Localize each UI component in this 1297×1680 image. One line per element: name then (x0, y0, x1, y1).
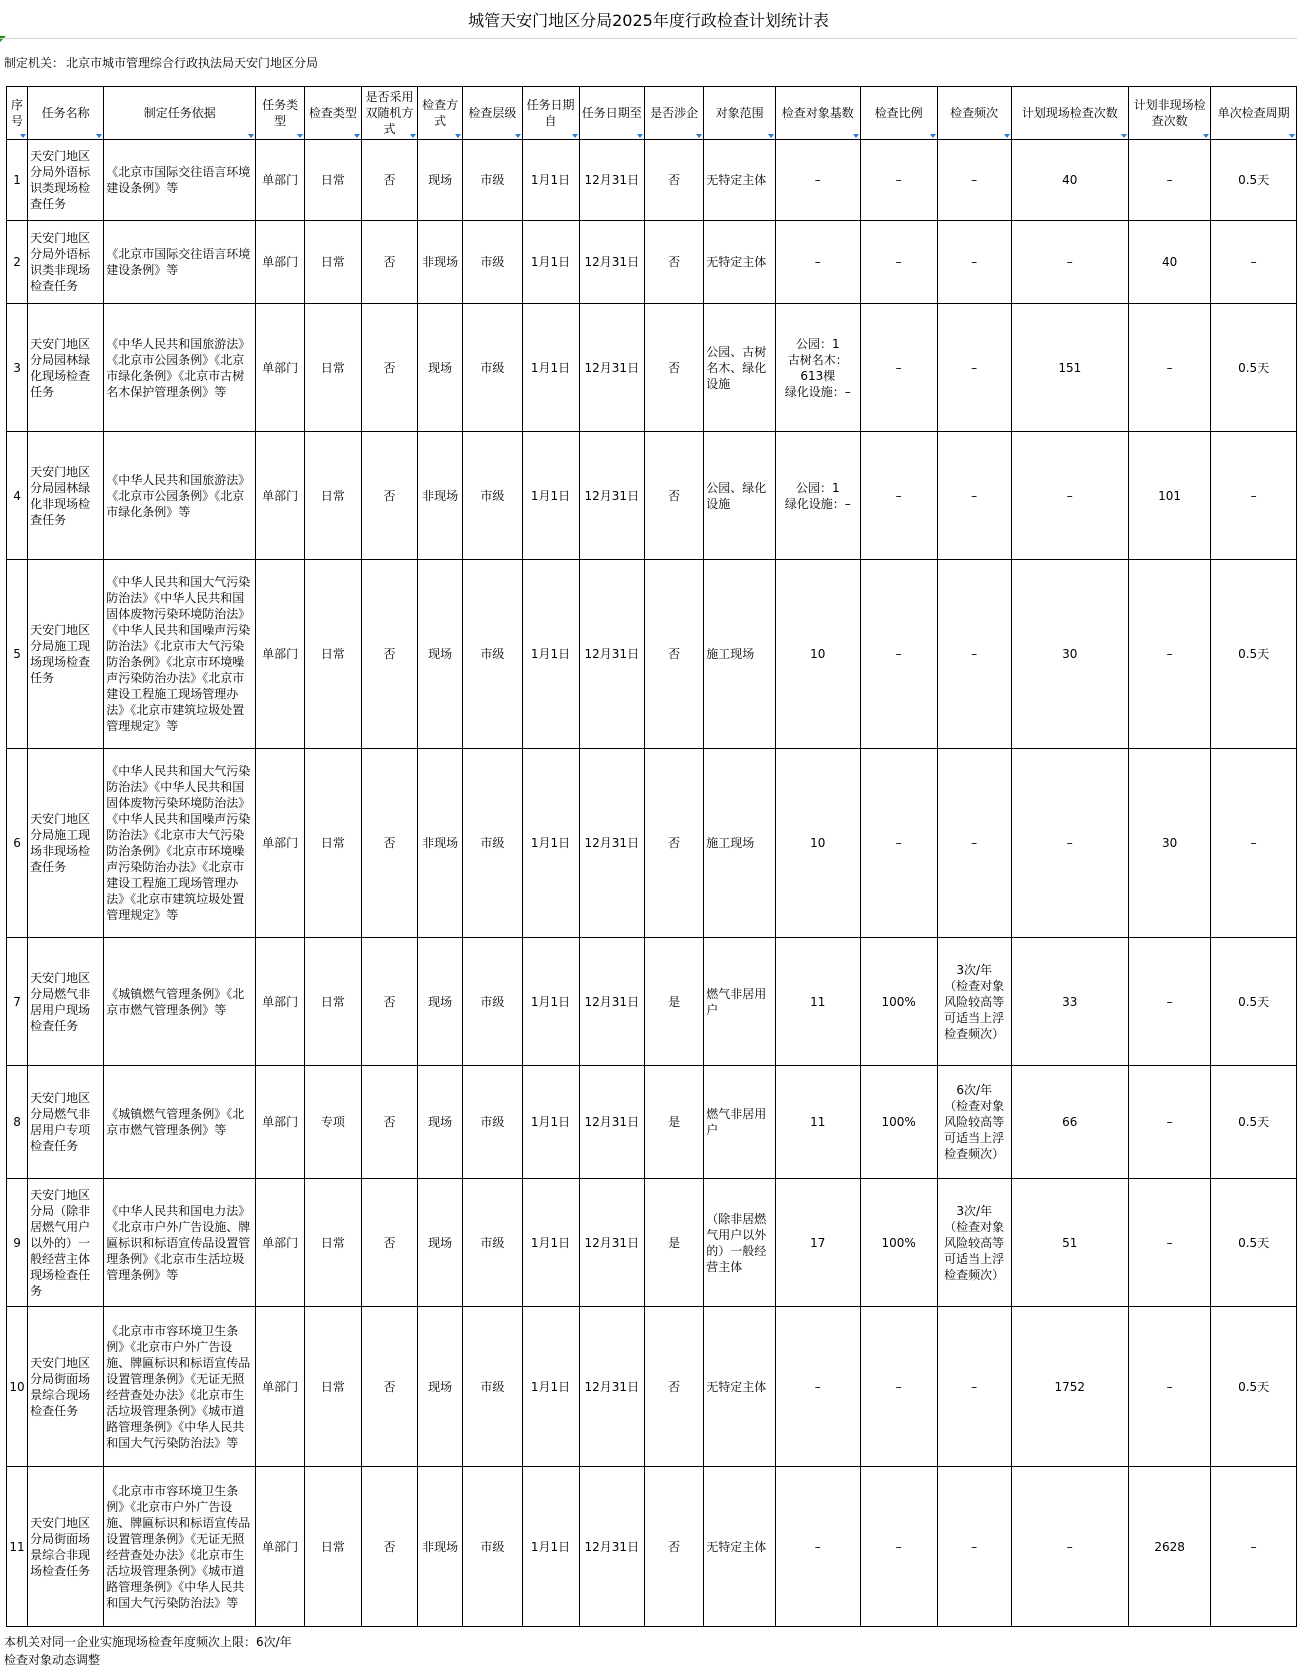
task-name-cell[interactable]: 天安门地区分局园林绿化现场检查任务 (28, 304, 104, 432)
onsite-count-cell[interactable]: – (1011, 432, 1128, 560)
filter-dropdown-icon[interactable] (572, 134, 578, 138)
task-type-cell[interactable]: 单部门 (256, 1307, 305, 1467)
onsite-count-cell[interactable]: – (1011, 749, 1128, 938)
filter-dropdown-icon[interactable] (637, 134, 643, 138)
task-basis-cell[interactable]: 《中华人民共和国旅游法》《北京市公园条例》《北京市绿化条例》等 (104, 432, 256, 560)
check-frequency-cell[interactable]: – (937, 432, 1011, 560)
filter-dropdown-icon[interactable] (768, 134, 774, 138)
check-ratio-cell[interactable]: – (860, 1467, 937, 1627)
object-base-cell[interactable]: 17 (776, 1179, 861, 1307)
involves-enterprise-cell[interactable]: 否 (645, 304, 704, 432)
date-to-cell[interactable]: 12月31日 (579, 1307, 645, 1467)
object-scope-cell[interactable]: 燃气非居用户 (704, 1066, 776, 1179)
double-random-cell[interactable]: 否 (361, 1307, 417, 1467)
check-method-cell[interactable]: 非现场 (417, 749, 462, 938)
object-base-cell[interactable]: 公园：1 古树名木：613棵 绿化设施：– (776, 304, 861, 432)
task-type-cell[interactable]: 单部门 (256, 304, 305, 432)
issuer-value: 北京市城市管理综合行政执法局天安门地区分局 (66, 55, 319, 70)
cycle-cell[interactable]: 0.5天 (1211, 1066, 1297, 1179)
date-from-cell[interactable]: 1月1日 (522, 1467, 579, 1627)
check-method-cell[interactable]: 现场 (417, 1307, 462, 1467)
check-ratio-cell[interactable]: – (860, 140, 937, 221)
task-name-cell[interactable]: 天安门地区分局燃气非居用户现场检查任务 (28, 938, 104, 1066)
offsite-count-cell[interactable]: – (1128, 1179, 1210, 1307)
offsite-count-cell[interactable]: – (1128, 1307, 1210, 1467)
check-frequency-cell[interactable]: 3次/年 （检查对象风险较高等可适当上浮检查频次） (937, 938, 1011, 1066)
double-random-cell[interactable]: 否 (361, 749, 417, 938)
table-body (7, 140, 1297, 1627)
cycle-cell[interactable]: 0.5天 (1211, 560, 1297, 749)
task-name-cell[interactable]: 天安门地区分局街面场景综合非现场检查任务 (28, 1467, 104, 1627)
date-from-cell[interactable]: 1月1日 (522, 432, 579, 560)
offsite-count-cell[interactable]: – (1128, 560, 1210, 749)
task-type-cell[interactable]: 单部门 (256, 432, 305, 560)
check-method-cell[interactable]: 非现场 (417, 432, 462, 560)
date-from-cell[interactable]: 1月1日 (522, 1307, 579, 1467)
row-number-cell[interactable]: 6 (7, 749, 28, 938)
task-name-cell[interactable]: 天安门地区分局园林绿化非现场检查任务 (28, 432, 104, 560)
object-base-cell[interactable]: – (776, 140, 861, 221)
filter-dropdown-icon[interactable] (410, 134, 416, 138)
date-to-cell[interactable]: 12月31日 (579, 938, 645, 1066)
check-method-cell[interactable]: 现场 (417, 1066, 462, 1179)
check-level-cell[interactable]: 市级 (463, 938, 522, 1066)
offsite-count-cell[interactable]: 2628 (1128, 1467, 1210, 1627)
check-type-cell[interactable]: 日常 (304, 432, 361, 560)
task-basis-cell[interactable]: 《城镇燃气管理条例》《北京市燃气管理条例》等 (104, 1066, 256, 1179)
task-type-cell[interactable]: 单部门 (256, 1467, 305, 1627)
table-row (7, 432, 1297, 560)
date-from-cell[interactable]: 1月1日 (522, 1179, 579, 1307)
involves-enterprise-cell[interactable]: 是 (645, 1066, 704, 1179)
column-header[interactable]: 是否采用双随机方式 (361, 87, 417, 140)
double-random-cell[interactable]: 否 (361, 432, 417, 560)
task-type-cell[interactable]: 单部门 (256, 1066, 305, 1179)
check-ratio-cell[interactable]: 100% (860, 1179, 937, 1307)
check-type-cell[interactable]: 日常 (304, 1307, 361, 1467)
frequency-limit-note: 本机关对同一企业实施现场检查年度频次上限：6次/年 (4, 1635, 292, 1649)
table-row (7, 749, 1297, 938)
check-level-cell[interactable]: 市级 (463, 221, 522, 304)
date-to-cell[interactable]: 12月31日 (579, 1066, 645, 1179)
filter-dropdown-icon[interactable] (1121, 134, 1127, 138)
task-basis-cell[interactable]: 《中华人民共和国大气污染防治法》《中华人民共和国固体废物污染环境防治法》《中华人民共和国噪声污染防治法》《北京市大气污染防治条例》《北京市环境噪声污染防治办法》《北京市建设工程施工现场管理办法》《北京市建筑垃圾处置管理规定》等 (104, 749, 256, 938)
offsite-count-cell[interactable]: 101 (1128, 432, 1210, 560)
column-header[interactable]: 计划非现场检查次数 (1128, 87, 1210, 140)
footer-notes (4, 1633, 292, 1669)
date-to-cell[interactable]: 12月31日 (579, 221, 645, 304)
check-level-cell[interactable]: 市级 (463, 560, 522, 749)
task-name-cell[interactable]: 天安门地区分局燃气非居用户专项检查任务 (28, 1066, 104, 1179)
filter-dropdown-icon[interactable] (930, 134, 936, 138)
check-frequency-cell[interactable]: – (937, 140, 1011, 221)
check-method-cell[interactable]: 非现场 (417, 1467, 462, 1627)
check-type-cell[interactable]: 日常 (304, 938, 361, 1066)
involves-enterprise-cell[interactable]: 否 (645, 140, 704, 221)
onsite-count-cell[interactable]: 151 (1011, 304, 1128, 432)
inspection-plan-table (6, 86, 1297, 1627)
column-header[interactable]: 任务日期自 (522, 87, 579, 140)
date-from-cell[interactable]: 1月1日 (522, 938, 579, 1066)
offsite-count-cell[interactable]: 40 (1128, 221, 1210, 304)
object-base-cell[interactable]: 10 (776, 749, 861, 938)
cycle-cell[interactable]: – (1211, 221, 1297, 304)
row-number-cell[interactable]: 10 (7, 1307, 28, 1467)
task-basis-cell[interactable]: 《北京市市容环境卫生条例》《北京市户外广告设施、牌匾标识和标语宣传品设置管理条例》《无证无照经营查处办法》《北京市生活垃圾管理条例》《城市道路管理条例》《中华人民共和国大气污染防治法》等 (104, 1467, 256, 1627)
involves-enterprise-cell[interactable]: 否 (645, 432, 704, 560)
task-basis-cell[interactable]: 《北京市市容环境卫生条例》《北京市户外广告设施、牌匾标识和标语宣传品设置管理条例》《无证无照经营查处办法》《北京市生活垃圾管理条例》《城市道路管理条例》《中华人民共和国大气污染防治法》等 (104, 1307, 256, 1467)
task-type-cell[interactable]: 单部门 (256, 1179, 305, 1307)
task-basis-cell[interactable]: 《北京市国际交往语言环境建设条例》等 (104, 140, 256, 221)
column-header[interactable]: 是否涉企 (645, 87, 704, 140)
task-basis-cell[interactable]: 《中华人民共和国大气污染防治法》《中华人民共和国固体废物污染环境防治法》《中华人民共和国噪声污染防治法》《北京市大气污染防治条例》《北京市环境噪声污染防治办法》《北京市建设工程施工现场管理办法》《北京市建筑垃圾处置管理规定》等 (104, 560, 256, 749)
task-name-cell[interactable]: 天安门地区分局外语标识类非现场检查任务 (28, 221, 104, 304)
check-level-cell[interactable]: 市级 (463, 432, 522, 560)
check-ratio-cell[interactable]: – (860, 432, 937, 560)
object-scope-cell[interactable]: 无特定主体 (704, 1307, 776, 1467)
offsite-count-cell[interactable]: – (1128, 1066, 1210, 1179)
column-header[interactable]: 检查类型 (304, 87, 361, 140)
filter-dropdown-icon[interactable] (1203, 134, 1209, 138)
onsite-count-cell[interactable]: – (1011, 1467, 1128, 1627)
offsite-count-cell[interactable]: – (1128, 304, 1210, 432)
check-type-cell[interactable]: 日常 (304, 1179, 361, 1307)
column-header[interactable]: 单次检查周期 (1211, 87, 1297, 140)
column-header[interactable]: 制定任务依据 (104, 87, 256, 140)
involves-enterprise-cell[interactable]: 是 (645, 1179, 704, 1307)
date-to-cell[interactable]: 12月31日 (579, 432, 645, 560)
object-scope-cell[interactable]: （除非居燃气用户以外的）一般经营主体 (704, 1179, 776, 1307)
check-method-cell[interactable]: 现场 (417, 560, 462, 749)
object-scope-cell[interactable]: 公园、古树名木、绿化设施 (704, 304, 776, 432)
dynamic-adjust-note: 检查对象动态调整 (4, 1653, 101, 1667)
cycle-cell[interactable]: – (1211, 432, 1297, 560)
object-scope-cell[interactable]: 公园、绿化设施 (704, 432, 776, 560)
row-number-cell[interactable]: 5 (7, 560, 28, 749)
double-random-cell[interactable]: 否 (361, 938, 417, 1066)
offsite-count-cell[interactable]: 30 (1128, 749, 1210, 938)
table-header-row (7, 87, 1297, 140)
object-base-cell[interactable]: 10 (776, 560, 861, 749)
involves-enterprise-cell[interactable]: 否 (645, 1467, 704, 1627)
check-frequency-cell[interactable]: – (937, 304, 1011, 432)
date-to-cell[interactable]: 12月31日 (579, 749, 645, 938)
object-scope-cell[interactable]: 无特定主体 (704, 140, 776, 221)
table-row (7, 1467, 1297, 1627)
table-row (7, 221, 1297, 304)
double-random-cell[interactable]: 否 (361, 304, 417, 432)
check-type-cell[interactable]: 日常 (304, 140, 361, 221)
check-ratio-cell[interactable]: – (860, 304, 937, 432)
check-frequency-cell[interactable]: – (937, 560, 1011, 749)
task-name-cell[interactable]: 天安门地区分局施工现场非现场检查任务 (28, 749, 104, 938)
check-frequency-cell[interactable]: – (937, 1467, 1011, 1627)
check-type-cell[interactable]: 日常 (304, 304, 361, 432)
check-ratio-cell[interactable]: – (860, 560, 937, 749)
column-header[interactable]: 任务日期至 (579, 87, 645, 140)
table-row (7, 140, 1297, 221)
date-from-cell[interactable]: 1月1日 (522, 140, 579, 221)
table-row (7, 304, 1297, 432)
check-ratio-cell[interactable]: 100% (860, 938, 937, 1066)
task-name-cell[interactable]: 天安门地区分局街面场景综合现场检查任务 (28, 1307, 104, 1467)
page-title-text: 城管天安门地区分局2025年度行政检查计划统计表 (468, 10, 829, 30)
task-basis-cell[interactable]: 《北京市国际交往语言环境建设条例》等 (104, 221, 256, 304)
check-type-cell[interactable]: 日常 (304, 560, 361, 749)
filter-dropdown-icon[interactable] (696, 134, 702, 138)
column-header[interactable]: 检查对象基数 (776, 87, 861, 140)
task-basis-cell[interactable]: 《中华人民共和国旅游法》《北京市公园条例》《北京市绿化条例》《北京市古树名木保护管理条例》等 (104, 304, 256, 432)
onsite-count-cell[interactable]: – (1011, 221, 1128, 304)
filter-dropdown-icon[interactable] (1004, 134, 1010, 138)
involves-enterprise-cell[interactable]: 否 (645, 1307, 704, 1467)
task-name-cell[interactable]: 天安门地区分局外语标识类现场检查任务 (28, 140, 104, 221)
check-level-cell[interactable]: 市级 (463, 1307, 522, 1467)
double-random-cell[interactable]: 否 (361, 1467, 417, 1627)
involves-enterprise-cell[interactable]: 是 (645, 938, 704, 1066)
column-header[interactable]: 对象范围 (704, 87, 776, 140)
row-number-cell[interactable]: 8 (7, 1066, 28, 1179)
filter-dropdown-icon[interactable] (515, 134, 521, 138)
page-title (0, 0, 1297, 39)
check-level-cell[interactable]: 市级 (463, 749, 522, 938)
check-ratio-cell[interactable]: 100% (860, 1066, 937, 1179)
offsite-count-cell[interactable]: – (1128, 938, 1210, 1066)
object-scope-cell[interactable]: 施工现场 (704, 749, 776, 938)
cycle-cell[interactable]: – (1211, 749, 1297, 938)
task-type-cell[interactable]: 单部门 (256, 749, 305, 938)
involves-enterprise-cell[interactable]: 否 (645, 560, 704, 749)
check-type-cell[interactable]: 专项 (304, 1066, 361, 1179)
cycle-cell[interactable]: 0.5天 (1211, 1179, 1297, 1307)
date-to-cell[interactable]: 12月31日 (579, 560, 645, 749)
row-number-cell[interactable]: 1 (7, 140, 28, 221)
onsite-count-cell[interactable]: 30 (1011, 560, 1128, 749)
check-frequency-cell[interactable]: 6次/年 （检查对象风险较高等可适当上浮检查频次） (937, 1066, 1011, 1179)
filter-dropdown-icon[interactable] (455, 134, 461, 138)
date-from-cell[interactable]: 1月1日 (522, 749, 579, 938)
issuer-line (0, 38, 1297, 86)
object-scope-cell[interactable]: 无特定主体 (704, 1467, 776, 1627)
date-from-cell[interactable]: 1月1日 (522, 221, 579, 304)
double-random-cell[interactable]: 否 (361, 140, 417, 221)
check-type-cell[interactable]: 日常 (304, 221, 361, 304)
issuer-label: 制定机关： (4, 55, 65, 70)
column-header[interactable]: 检查层级 (463, 87, 522, 140)
cycle-cell[interactable]: 0.5天 (1211, 938, 1297, 1066)
check-ratio-cell[interactable]: – (860, 749, 937, 938)
filter-dropdown-icon[interactable] (248, 134, 254, 138)
row-number-cell[interactable]: 11 (7, 1467, 28, 1627)
column-header[interactable]: 检查方式 (417, 87, 462, 140)
column-header[interactable]: 计划现场检查次数 (1011, 87, 1128, 140)
double-random-cell[interactable]: 否 (361, 1066, 417, 1179)
check-level-cell[interactable]: 市级 (463, 1066, 522, 1179)
object-scope-cell[interactable]: 无特定主体 (704, 221, 776, 304)
date-to-cell[interactable]: 12月31日 (579, 1179, 645, 1307)
check-frequency-cell[interactable]: 3次/年 （检查对象风险较高等可适当上浮检查频次） (937, 1179, 1011, 1307)
date-to-cell[interactable]: 12月31日 (579, 1467, 645, 1627)
date-from-cell[interactable]: 1月1日 (522, 1066, 579, 1179)
date-to-cell[interactable]: 12月31日 (579, 304, 645, 432)
check-level-cell[interactable]: 市级 (463, 1467, 522, 1627)
date-from-cell[interactable]: 1月1日 (522, 560, 579, 749)
onsite-count-cell[interactable]: 40 (1011, 140, 1128, 221)
table-row (7, 560, 1297, 749)
check-ratio-cell[interactable]: – (860, 1307, 937, 1467)
check-level-cell[interactable]: 市级 (463, 140, 522, 221)
filter-dropdown-icon[interactable] (853, 134, 859, 138)
filter-dropdown-icon[interactable] (354, 134, 360, 138)
double-random-cell[interactable]: 否 (361, 1179, 417, 1307)
cycle-cell[interactable]: 0.5天 (1211, 304, 1297, 432)
row-number-cell[interactable]: 9 (7, 1179, 28, 1307)
object-scope-cell[interactable]: 施工现场 (704, 560, 776, 749)
object-base-cell[interactable]: 11 (776, 1066, 861, 1179)
check-frequency-cell[interactable]: – (937, 1307, 1011, 1467)
row-number-cell[interactable]: 7 (7, 938, 28, 1066)
double-random-cell[interactable]: 否 (361, 221, 417, 304)
task-name-cell[interactable]: 天安门地区分局施工现场现场检查任务 (28, 560, 104, 749)
double-random-cell[interactable]: 否 (361, 560, 417, 749)
check-method-cell[interactable]: 非现场 (417, 221, 462, 304)
task-name-cell[interactable]: 天安门地区分局（除非居燃气用户以外的）一般经营主体现场检查任务 (28, 1179, 104, 1307)
task-basis-cell[interactable]: 《中华人民共和国电力法》《北京市户外广告设施、牌匾标识和标语宣传品设置管理条例》《北京市生活垃圾管理条例》等 (104, 1179, 256, 1307)
offsite-count-cell[interactable]: – (1128, 140, 1210, 221)
column-header[interactable]: 任务类型 (256, 87, 305, 140)
object-base-cell[interactable]: – (776, 1307, 861, 1467)
check-frequency-cell[interactable]: – (937, 221, 1011, 304)
check-method-cell[interactable]: 现场 (417, 938, 462, 1066)
table-row (7, 1066, 1297, 1179)
check-ratio-cell[interactable]: – (860, 221, 937, 304)
filter-dropdown-icon[interactable] (297, 134, 303, 138)
table-row (7, 1307, 1297, 1467)
row-number-cell[interactable]: 2 (7, 221, 28, 304)
involves-enterprise-cell[interactable]: 否 (645, 749, 704, 938)
check-level-cell[interactable]: 市级 (463, 1179, 522, 1307)
task-type-cell[interactable]: 单部门 (256, 560, 305, 749)
check-type-cell[interactable]: 日常 (304, 749, 361, 938)
check-type-cell[interactable]: 日常 (304, 1467, 361, 1627)
check-method-cell[interactable]: 现场 (417, 1179, 462, 1307)
involves-enterprise-cell[interactable]: 否 (645, 221, 704, 304)
table-row (7, 938, 1297, 1066)
onsite-count-cell[interactable]: 51 (1011, 1179, 1128, 1307)
cycle-cell[interactable]: – (1211, 1467, 1297, 1627)
column-header[interactable]: 检查比例 (860, 87, 937, 140)
object-base-cell[interactable]: 11 (776, 938, 861, 1066)
check-frequency-cell[interactable]: – (937, 749, 1011, 938)
object-base-cell[interactable]: – (776, 1467, 861, 1627)
table-row (7, 1179, 1297, 1307)
object-scope-cell[interactable]: 燃气非居用户 (704, 938, 776, 1066)
date-from-cell[interactable]: 1月1日 (522, 304, 579, 432)
check-method-cell[interactable]: 现场 (417, 140, 462, 221)
task-type-cell[interactable]: 单部门 (256, 938, 305, 1066)
task-basis-cell[interactable]: 《城镇燃气管理条例》《北京市燃气管理条例》等 (104, 938, 256, 1066)
column-header[interactable]: 检查频次 (937, 87, 1011, 140)
date-to-cell[interactable]: 12月31日 (579, 140, 645, 221)
column-header[interactable]: 序号 (7, 87, 28, 140)
check-method-cell[interactable]: 现场 (417, 304, 462, 432)
onsite-count-cell[interactable]: 1752 (1011, 1307, 1128, 1467)
cycle-cell[interactable]: 0.5天 (1211, 1307, 1297, 1467)
task-type-cell[interactable]: 单部门 (256, 140, 305, 221)
object-base-cell[interactable]: – (776, 221, 861, 304)
check-level-cell[interactable]: 市级 (463, 304, 522, 432)
filter-dropdown-icon[interactable] (20, 134, 26, 138)
object-base-cell[interactable]: 公园：1 绿化设施：– (776, 432, 861, 560)
filter-dropdown-icon[interactable] (96, 134, 102, 138)
onsite-count-cell[interactable]: 33 (1011, 938, 1128, 1066)
onsite-count-cell[interactable]: 66 (1011, 1066, 1128, 1179)
row-number-cell[interactable]: 3 (7, 304, 28, 432)
column-header[interactable]: 任务名称 (28, 87, 104, 140)
cycle-cell[interactable]: 0.5天 (1211, 140, 1297, 221)
task-type-cell[interactable]: 单部门 (256, 221, 305, 304)
row-number-cell[interactable]: 4 (7, 432, 28, 560)
filter-dropdown-icon[interactable] (1289, 134, 1295, 138)
